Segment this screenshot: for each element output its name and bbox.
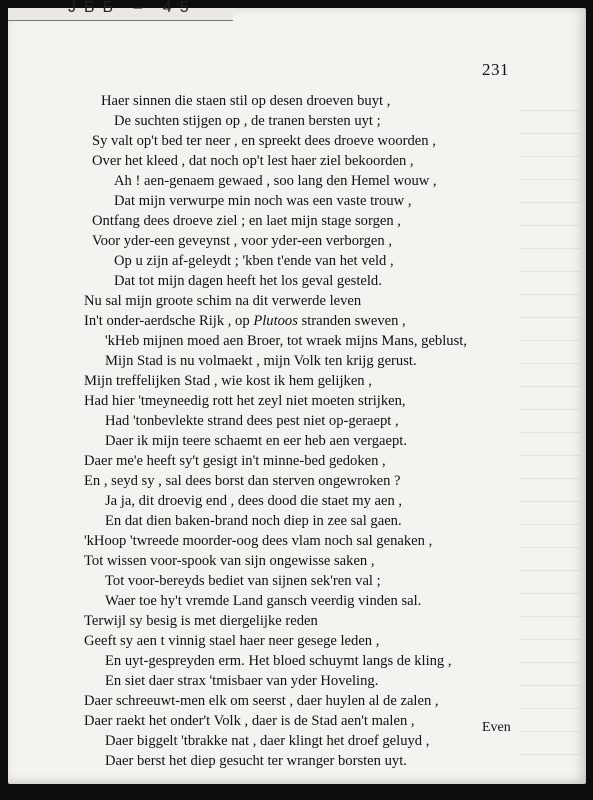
verse-line: En , seyd sy , sal dees borst dan sterven ongewroken ? [84,473,401,489]
verse-line: En siet daer strax 'tmisbaer van yder Hoveling. [105,673,379,689]
verse-line: Terwijl sy besig is met diergelijke reden [84,613,318,629]
verse-line: Haer sinnen die staen stil op desen droeven buyt , [101,93,391,109]
verse-line: Daer raekt het onder't Volk , daer is de Stad aen't malen , [84,713,415,729]
verse-line: Had hier 'tmeyneedig rott het zeyl niet moeten strijken, [84,393,406,409]
verse-line: Daer biggelt 'tbrakke nat , daer klingt het droef geluyd , [105,733,430,749]
verse-line: En uyt-gespreyden erm. Het bloed schuymt langs de kling , [105,653,452,669]
bleed-through-text [456,88,586,748]
verse-line: Ontfang dees droeve ziel ; en laet mijn stage sorgen , [92,213,401,229]
verse-line: 'kHoop 'twreede moorder-oog dees vlam noch sal genaken , [84,533,433,549]
verse-line: Daer berst het diep gesucht ter wranger borsten uyt. [105,753,407,769]
verse-line: Op u zijn af-geleydt ; 'kben t'ende van het veld , [114,253,394,269]
catchword: Even [482,720,511,735]
top-label-fragment [8,0,233,21]
verse-line: Daer ik mijn teere schaemt en eer heb aen vergaept. [105,433,407,449]
fragment-text: ЈББ – 45 [68,0,197,16]
verse-line: Daer schreeuwt-men elk om seerst , daer huylen al de zalen , [84,693,439,709]
verse-line: Geeft sy aen t vinnig stael haer neer gesege leden , [84,633,380,649]
verse-line: Tot voor-bereyds bediet van sijnen sek'ren val ; [105,573,381,589]
verse-line: Ja ja, dit droevig end , dees dood die staet my aen , [105,493,403,509]
verse-line: Ah ! aen-genaem gewaed , soo lang den Hemel wouw , [114,173,437,189]
verse-line: Nu sal mijn groote schim na dit verwerde leven [84,293,362,309]
book-page [8,0,586,784]
verse-line: Waer toe hy't vremde Land gansch veerdig vinden sal. [105,593,422,609]
verse-line: In't onder-aerdsche Rijk , op Plutoos stranden sweven , [84,313,406,329]
verse-line: Dat tot mijn dagen heeft het los geval gesteld. [114,273,382,289]
verse-line: Over het kleed , dat noch op't lest haer ziel bekoorden , [92,153,414,169]
verse-line: En dat dien baken-brand noch diep in zee sal gaen. [105,513,402,529]
verse-line: Voor yder-een geveynst , voor yder-een verborgen , [92,233,392,249]
verse-line: Tot wissen voor-spook van sijn ongewisse saken , [84,553,375,569]
verse-line: Daer me'e heeft sy't gesigt in't minne-bed gedoken , [84,453,386,469]
verse-line: Had 'tonbevlekte strand dees pest niet op-geraept , [105,413,399,429]
page-number: 231 [482,60,509,79]
verse-line: Sy valt op't bed ter neer , en spreekt dees droeve woorden , [92,133,436,149]
verse-line: Mijn treffelijken Stad , wie kost ik hem gelijken , [84,373,372,389]
verse-line: 'kHeb mijnen moed aen Broer, tot wraek mijns Mans, geblust, [105,333,467,349]
verse-line: Mijn Stad is nu volmaekt , mijn Volk ten krijg gerust. [105,353,417,369]
verse-line: Dat mijn verwurpe min noch was een vaste trouw , [114,193,412,209]
verse-line: De suchten stijgen op , de tranen bersten uyt ; [114,113,381,129]
